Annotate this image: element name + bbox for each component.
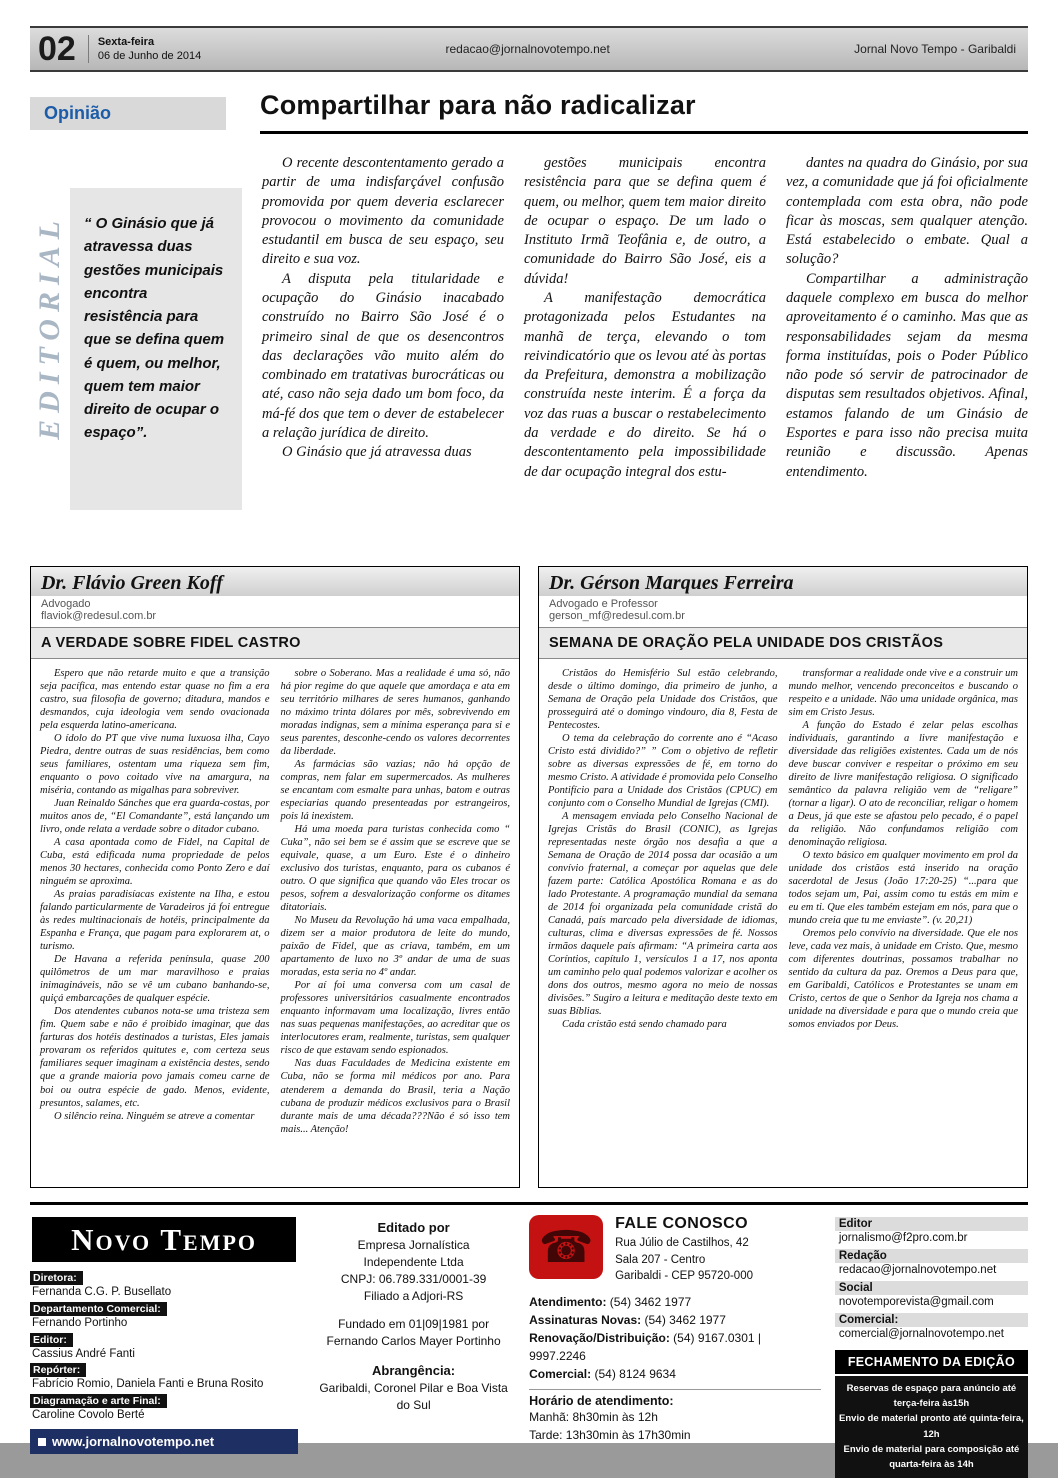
phone-row xyxy=(529,1329,821,1365)
author-name: Dr. Flávio Green Koff xyxy=(41,572,223,594)
closing-line: Envio de material para composição até quarta-feira às 14h xyxy=(843,1443,1020,1470)
phone-number: (54) 3462 1977 xyxy=(644,1313,726,1328)
staff-label: Repórter: xyxy=(30,1363,86,1377)
paragraph: O texto básico em qualquer movimento em prol da unidade dos cristãos está inserido na oração sacerdotal de Jesus (João 17:20-25) “...para que todos sejam um, Pai, assim como tu estás em mim e eu em ti. Que eles também estejam em nós, para que o mundo creia que tu me enviaste”. (v. 20,21) xyxy=(788,850,1018,927)
newspaper-logo xyxy=(30,1215,298,1264)
author-name: Dr. Gérson Marques Ferreira xyxy=(549,572,794,594)
hours-line: Manhã: 8h30min às 12h xyxy=(529,1410,658,1425)
editorial-column-2 xyxy=(524,154,766,552)
page-number: 02 xyxy=(38,30,76,68)
author-role: Advogado e Professor xyxy=(549,598,658,610)
author-bar xyxy=(539,567,1027,596)
closing-lines xyxy=(835,1376,1028,1472)
emails-column xyxy=(835,1215,1028,1470)
paragraph: A função do Estado é zelar pelas escolhas individuais, garantindo a livre manifestação e diversidade das religiões existentes. Cada um de nós deve buscar conviver e respeitar o próximo em seu direito de livre manifestação religiosa. O significado semântico da palavra religião vem de “religare” (tornar a ligar). O ato de reconciliar, religar o homem a Deus, já que este se afastou pelo pecado, é o papel da religião. Não confundamos religião com denominação religiosa. xyxy=(788,720,1018,849)
author-role: Advogado xyxy=(41,598,91,610)
coverage-label: Abrangência: xyxy=(372,1362,456,1378)
paragraph: No Museu da Revolução há uma vaca empalhada, dizem ser a maior produtora de leite do mundo, paixão de Fidel, que as criava, também, em um apartamento de luxo no 3º andar de uma de suas moradas, esta seria no 4º andar. xyxy=(280,915,510,979)
hours-line: Tarde: 13h30min às 17h30min xyxy=(529,1428,691,1443)
staff-entry xyxy=(30,1269,298,1300)
spacer xyxy=(312,1304,515,1316)
edition-day: Sexta-feira xyxy=(97,35,155,48)
edition-date-text: 06 de Junho de 2014 xyxy=(97,50,202,62)
paragraph: O Ginásio que já atravessa duas xyxy=(282,444,472,461)
author-email: flaviok@redesul.com.br xyxy=(31,610,519,628)
coverage-area: Garibaldi, Coronel Pilar e Boa Vista do Sul xyxy=(319,1381,508,1412)
article-column-1 xyxy=(548,667,778,1179)
paragraph: A casa apontada como de Fidel, na Capital de Cuba, está edificada numa propriedade de pelos menos 30 hectares, conhecida como Ponto Zero e daí ninguém se aproxima. xyxy=(40,837,270,888)
staff-entry xyxy=(30,1331,298,1362)
author-email: gerson_mf@redesul.com.br xyxy=(539,610,1027,628)
staff-label: Editor: xyxy=(30,1333,73,1347)
hours-label: Horário de atendimento: xyxy=(529,1389,821,1408)
paragraph: O ídolo do PT que vive numa luxuosa ilha, Cayo Piedra, dentre outras de suas residências, bem como seus familiares, ostentam uma riqueza sem fim, enquanto o povo coitado vive na amargura, na miséria, contando as migalhas para sobreviver. xyxy=(40,733,270,797)
editorial-label: EDITORIAL xyxy=(33,214,66,440)
staff-column xyxy=(30,1215,298,1454)
paragraph: A manifestação democrática protagonizada pelos Estudantes na manhã de terça, elevando o tom reivindicatório que os levou até às portas da Prefeitura, demonstra a mobilização construída neste interim. É a força da voz das ruas a buscar o restabelecimento da verdade e do direito. Se há o descontentamento pela impossibilidade de dar ocupação integral dos estu- xyxy=(524,289,766,480)
address-line: Garibaldi - CEP 95720-000 xyxy=(615,1270,753,1283)
staff-label: Diagramação e arte Final: xyxy=(30,1394,167,1408)
staff-label: Diretora: xyxy=(30,1271,83,1285)
author-bar xyxy=(31,567,519,596)
contact-info xyxy=(615,1215,753,1285)
article-columns xyxy=(539,659,1027,1187)
publisher-line: CNPJ: 06.789.331/0001-39 xyxy=(340,1271,487,1286)
masthead-email: redacao@jornalnovotempo.net xyxy=(445,42,610,56)
headline-wrap xyxy=(260,90,1028,134)
paragraph: De Havana a referida península, quase 200 quilômetros de um mar maravilhoso e praias inimagináveis, não se vê um cubano banhando-se, quiçá embarcações de qualquer espécie. xyxy=(40,954,270,1005)
paragraph: A mensagem enviada pelo Conselho Nacional de Igrejas Cristãs do Brasil (CONIC), as Igrejas representadas neste órgão nos desafia a que a Semana de Oração de 2014 possa dar ocasião a um convívio fraternal, a começar por aquelas que dele fazem parte: Católica Apostólica Romana e as do lado Protestante. A programação mundial da semana de 2014 foi organizada pela comunidade cristã do Canadá, país marcado pela diversidade de idiomas, culturas, clima e diversas expressões de fé. Nossos irmãos daquele país afirmam: “A primeira carta aos Coríntios, capítulo 1, versículos 1 a 17, nos aponta um caminho pelo qual podemos valorizar e acolher os dons dos outros, mesmo agora no meio de nossas divisões.” Sugiro a leitura e meditação deste texto em suas Bíblias. xyxy=(548,811,778,1018)
phone-label: Renovação/Distribuição: xyxy=(529,1331,670,1346)
paragraph: Oremos pelo convívio na diversidade. Que ele nos leve, cada vez mais, à unidade em Cristo. Que, mesmo com diferentes doutrinas, possamos trabalhar no sentido da cultura da paz. Oremos a Deus para que, em Garibaldi, Católicos e Protestantes se unam em Cristo, certos de que o Senhor da Igreja nos chama a unidade na diversidade e para que o mundo creia que somos enviados por Deus. xyxy=(788,928,1018,1031)
paragraph: A disputa pela titularidade e ocupação do Ginásio inacabado construído no Bairro São José é o primeiro sinal de que os desencontros das declarações vão muito além do combinado em tratativas burocráticas ou até, caso não seja dado um bom foco, da má-fé dos que tem o dever de estabelecer a relação jurídica de direito. xyxy=(262,270,504,441)
staff-entry xyxy=(30,1361,298,1392)
paragraph: Juan Reinaldo Sánches que era guarda-costas, por muitos anos de, “El Comandante”, está lançando um livro, onde relata a verdade sobre o ditador cubano. xyxy=(40,798,270,836)
staff-names: Fernando Portinho xyxy=(32,1316,128,1329)
title-row xyxy=(30,90,1028,134)
paragraph: Há uma moeda para turistas conhecida como “ Cuka”, não sei bem se é assim que se escreve que se equivale, quase, a um Euro. Este é o dinheiro exclusivo dos turistas, enquanto, para os cubanos é outro. O que significa que quando vão Eles trocar os pesos, sofrem a desvalorização conforme os ditames ditatoriais. xyxy=(280,824,510,914)
editorial-column-1 xyxy=(262,154,504,552)
closing-deadlines-box xyxy=(835,1350,1028,1478)
staff-label: Departamento Comercial: xyxy=(30,1302,167,1316)
masthead xyxy=(30,26,1028,72)
publisher-line: Filiado a Adjori-RS xyxy=(363,1288,464,1303)
contact-column xyxy=(529,1215,821,1454)
section-label: Opinião xyxy=(44,103,111,123)
journal-name: Jornal Novo Tempo - Garibaldi xyxy=(854,42,1016,56)
phone-row xyxy=(529,1311,821,1329)
paragraph: Por aí foi uma conversa com um casal de professores universitários casualmente encontrados enquanto informavam uma localização, livres então nas suas pequenas manifestações, ao acreditar que os interlocutores eram, realmente, turistas, sem qualquer risco de que estavam sendo espionados. xyxy=(280,980,510,1057)
paragraph: As praias paradisíacas existente na Ilha, e estou falando particularmente de Varadeiros já foi entregue às redes multinacionais de hotéis, principalmente da Espanha e França, que pagam para explorarem at, o turismo. xyxy=(40,889,270,953)
paragraph: As farmácias são vazias; não há opção de compras, nem falar em supermercados. As mulheres se encantam com esmalte para unhas, batom e outras especiarias quando presenteadas por estrangeiros, pois lá inexistem. xyxy=(280,759,510,823)
editorial-quote: “ O Ginásio que já atravessa duas gestões municipais encontra resistência para que se defina quem é quem, ou melhor, quem tem maior direito de ocupar o espaço”. xyxy=(70,188,242,510)
website-url: www.jornalnovotempo.net xyxy=(52,1434,215,1449)
email-label: Editor xyxy=(835,1217,1028,1231)
article-fidel-castro xyxy=(30,566,520,1188)
email-address: jornalismo@f2pro.com.br xyxy=(838,1232,968,1244)
article-title: A VERDADE SOBRE FIDEL CASTRO xyxy=(31,628,519,659)
paragraph: Cristãos do Hemisfério Sul estão celebrando, desde o último domingo, dia primeiro de junho, a Semana de Oração pela Unidade dos Cristãos, que prosseguirá até o domingo vindouro, dia 8, Festa de Pentecostes. xyxy=(548,668,778,732)
article-title: SEMANA DE ORAÇÃO PELA UNIDADE DOS CRISTÃOS xyxy=(539,628,1027,659)
paragraph: O silêncio reina. Ninguém se atreve a comentar xyxy=(54,1110,255,1122)
telephone-icon: ☎ xyxy=(529,1215,603,1279)
staff-list xyxy=(30,1269,298,1429)
paragraph: Espero que não retarde muito e que a transição seja pacífica, mas entendo estar quase no fim a era castro, sua filosofia de governo; ditadura, mandos e desmandos, cuja ideologia vem sendo ovacionada pela esquerda latino-americana. xyxy=(40,668,270,732)
paragraph: O tema da celebração do corrente ano é “Acaso Cristo está dividido?” ” Com o objetivo de refletir sobre as diversas expressões de fé, em torno do mesmo Cristo. A atividade é promovida pelo Conselho Pontifício para a Unidade dos Cristãos (CPUC) em conjunto com o Conselho Mundial de Igrejas (CMI). xyxy=(548,733,778,810)
paragraph: gestões municipais encontra resistência para que se defina quem é quem, ou melhor, quem tem maior direito de ocupar o espaço. De um lado o Instituto Irmã Teofânia e, de outro, a comunidade do Bairro São José, eis a dúvida! xyxy=(524,155,766,287)
phone-number: (54) 8124 9634 xyxy=(594,1367,676,1382)
editorial-section xyxy=(30,154,1028,552)
articles-row xyxy=(30,566,1028,1188)
paragraph: dantes na quadra do Ginásio, por sua vez, a comunidade que já foi oficialmente contemplada com esta obra, não pode ficar às moscas, sem qualquer atenção. Está estabelecido o embate. Qual a solução? xyxy=(786,155,1028,268)
phone-list xyxy=(529,1293,821,1383)
staff-names: Cassius André Fanti xyxy=(32,1347,135,1360)
email-label: Social xyxy=(835,1281,1028,1295)
founded-line: Fernando Carlos Mayer Portinho xyxy=(326,1334,501,1349)
logo-text: Novo Tempo xyxy=(71,1222,257,1257)
article-column-1 xyxy=(40,667,270,1179)
paragraph: O recente descontentamento gerado a partir de uma indisfarçável confusão promovida por quem deveria esclarecer provocou o movimento da comunidade estudantil em busca de seu espaço, seu direito e sua voz. xyxy=(262,155,504,268)
phone-label: Atendimento: xyxy=(529,1295,607,1310)
contact-title: FALE CONOSCO xyxy=(615,1215,748,1232)
page-headline: Compartilhar para não radicalizar xyxy=(260,90,696,120)
editorial-vertical-label-wrap xyxy=(30,154,70,552)
article-semana-oracao xyxy=(538,566,1028,1188)
closing-line: Reservas de espaço para anúncio até terça-feira às15h xyxy=(846,1383,1017,1410)
phone-label: Comercial: xyxy=(529,1367,592,1382)
staff-entry xyxy=(30,1392,298,1423)
email-label: Comercial: xyxy=(835,1313,1028,1327)
phone-row xyxy=(529,1293,821,1311)
paragraph: Cada cristão está sendo chamado para xyxy=(562,1019,727,1031)
website-bar xyxy=(30,1429,298,1454)
publisher-line: Empresa Jornalística xyxy=(357,1238,470,1253)
phone-row xyxy=(529,1365,821,1383)
email-label: Redação xyxy=(835,1249,1028,1263)
email-address: novotemporevista@gmail.com xyxy=(838,1296,994,1308)
section-box xyxy=(30,97,226,130)
paragraph: sobre o Soberano. Mas a realidade é uma só, não há pior regime do que aquele que amordaça e ata em seu território milhares de seres humanos, ganhando no máximo trinta dólares por mês, sobrevivendo em moradas indignas, sem a mínima esperança para si e seus parentes, desconhe-cendo os valores decorrentes da liberdade. xyxy=(280,668,510,758)
closing-title: FECHAMENTO DA EDIÇÃO xyxy=(835,1350,1028,1376)
phone-number: (54) 3462 1977 xyxy=(609,1295,692,1310)
article-column-2 xyxy=(789,667,1019,1179)
spacer xyxy=(312,1350,515,1362)
paragraph: Dos atendentes cubanos nota-se uma tristeza sem fim. Quem sabe e não é proibido imaginar, que das farturas dos hotéis destinados a turistas, Eles jamais provaram os referidos quitutes e, com certeza seus familiares sequer imaginam a existência destes, sendo que a grande maioria povo jamais comeu carne de boi ou outra espécie de gado. Menos, evidente, presuntos, salames, etc. xyxy=(40,1006,270,1109)
edition-date xyxy=(88,35,201,64)
editorial-column-3 xyxy=(786,154,1028,552)
hours-list xyxy=(529,1408,821,1444)
publisher-column xyxy=(312,1215,515,1454)
article-column-2 xyxy=(281,667,511,1179)
staff-names: Fabrício Romio, Daniela Fanti e Bruna Rosito xyxy=(32,1378,264,1391)
editorial-columns xyxy=(262,154,1028,552)
publisher-line: Independente Ltda xyxy=(363,1254,464,1269)
email-address: redacao@jornalnovotempo.net xyxy=(838,1264,997,1276)
website-bullet-icon xyxy=(38,1438,46,1446)
contact-header xyxy=(529,1215,821,1285)
address-line: Sala 207 - Centro xyxy=(615,1253,706,1266)
staff-entry xyxy=(30,1300,298,1331)
email-address: comercial@jornalnovotempo.net xyxy=(838,1328,1004,1340)
paragraph: transformar a realidade onde vive e a construir um mundo melhor, vencendo preconceitos e buscando o respeito e a unidade. Não uma unidade orgânica, mas sim em Cristo Jesus. xyxy=(788,668,1018,719)
founded-line: Fundado em 01|09|1981 por xyxy=(338,1317,490,1332)
paragraph: Nas duas Faculdades de Medicina existente em Cuba, não se forma mil médicos por ano. Para atenderem a demanda do Brasil, teria a Nação cubana de produzir médicos exclusivos para o Brasil durante mais de uma década???Não é só isso tem mais... Atenção! xyxy=(280,1058,510,1135)
staff-names: Fernanda C.G. P. Busellato xyxy=(32,1286,172,1298)
closing-line: Envio de material pronto até quinta-feira, 12h xyxy=(839,1413,1024,1440)
paragraph: Compartilhar a administração daquele complexo em busca do melhor aproveitamento é o caminho. Mas que as responsabilidades sejam da mesma forma instituídas, pois o Poder Público não pode só servir de patrocinador de disputas sem resultados objetivos. Afinal, estamos falando de um Ginásio de Esportes e para isso não precisa muita reunião e discussão. Apenas entendimento. xyxy=(786,270,1028,480)
edited-by-label: Editado por xyxy=(377,1220,450,1235)
phone-number: (54) 9167.0301 | 9997.2246 xyxy=(529,1331,762,1364)
footer xyxy=(30,1202,1028,1470)
article-columns xyxy=(31,659,519,1187)
address-line: Rua Júlio de Castilhos, 42 xyxy=(615,1237,749,1249)
staff-names: Caroline Covolo Berté xyxy=(32,1409,145,1422)
phone-label: Assinaturas Novas: xyxy=(529,1313,642,1328)
